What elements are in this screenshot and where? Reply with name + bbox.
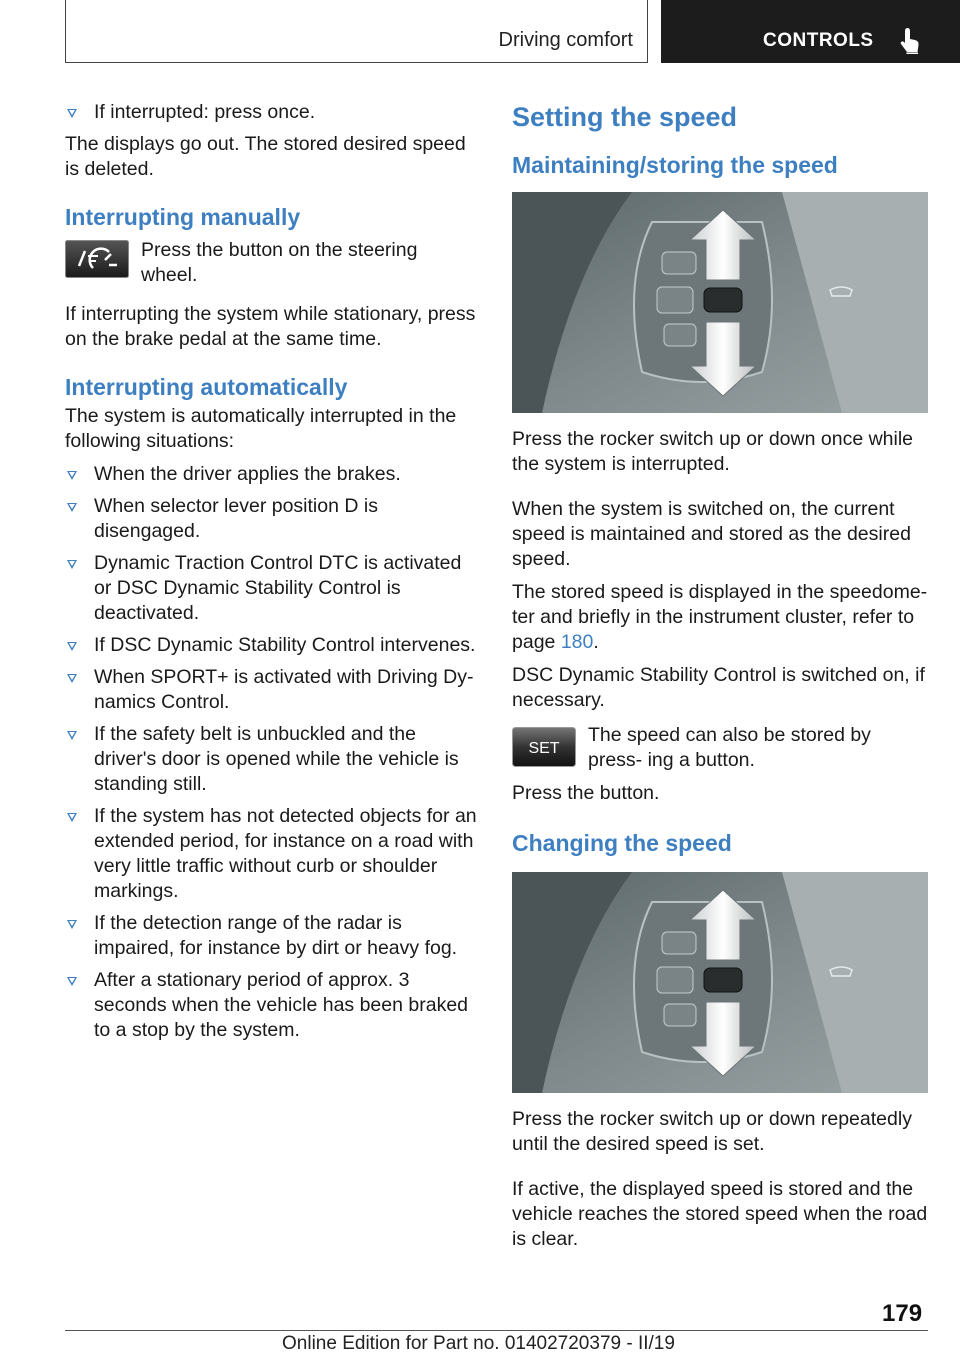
bullet-text: When selector lever position D is disengaged.: [94, 495, 378, 542]
set-button-icon: [512, 727, 576, 772]
bullet-text: If interrupted: press once.: [94, 101, 316, 123]
set-button-label: SET: [528, 740, 560, 757]
list-item: [65, 100, 478, 125]
heading-setting-the-speed: Setting the speed: [512, 102, 738, 132]
list-item: [65, 968, 478, 1043]
maintain-p4: DSC Dynamic Stability Control is switched on, if necessary.: [512, 664, 925, 711]
bullet-text: If the safety belt is unbuckled and the driver's door is opened while the vehicle is standing still.: [94, 723, 459, 795]
maintain-p3: [512, 580, 928, 655]
header-chapter-tab[interactable]: [661, 0, 960, 63]
list-item: [65, 633, 478, 658]
triangle-bullet-icon: [67, 109, 77, 118]
header-section-title: Driving comfort: [498, 29, 633, 51]
intro-text: The displays go out. The stored desired speed is deleted.: [65, 133, 466, 180]
triangle-bullet-icon: [67, 503, 77, 512]
left-column: [65, 100, 478, 1050]
press-button-text: Press the button.: [512, 782, 660, 804]
bullet-text: When SPORT+ is activated with Driving Dy‐ namics Control.: [94, 666, 474, 713]
steering-wheel-rocker-switch-image: [512, 872, 928, 1093]
maintain-p1: Press the rocker switch up or down once while the system is interrupted.: [512, 428, 914, 475]
right-column: [512, 100, 928, 1260]
auto-bullet-list: [65, 462, 478, 1043]
triangle-bullet-icon: [67, 731, 77, 740]
triangle-bullet-icon: [67, 674, 77, 683]
manual-text: If interrupting the system while stationary, press on the brake pedal at the same time.: [65, 303, 476, 350]
header-section-box: [65, 0, 648, 63]
heading-changing-the-speed: Changing the speed: [512, 830, 732, 856]
change-p1: Press the rocker switch up or down repeatedly until the desired speed is set.: [512, 1108, 912, 1155]
change-p2: If active, the displayed speed is stored and the vehicle reaches the stored speed when the road is clear.: [512, 1178, 928, 1250]
auto-intro-text: The system is automatically interrupted in the following situations:: [65, 405, 457, 452]
list-item: [65, 804, 478, 904]
list-item: [65, 462, 478, 487]
triangle-bullet-icon: [67, 471, 77, 480]
heading-interrupting-automatically: Interrupting automatically: [65, 374, 348, 400]
triangle-bullet-icon: [67, 920, 77, 929]
list-item: [65, 911, 478, 961]
list-item: [65, 551, 478, 626]
top-bullet-list: [65, 100, 478, 125]
bullet-text: After a stationary period of approx. 3 seconds when the vehicle has been braked to a stop by the system.: [94, 969, 469, 1041]
list-item: [65, 494, 478, 544]
bullet-text: If the system has not detected objects for an extended period, for instance on a road with very little traffic without curb or shoulder markings.: [94, 805, 477, 902]
triangle-bullet-icon: [67, 813, 77, 822]
maintain-p2: When the system is switched on, the current speed is maintained and stored as the desired speed.: [512, 498, 911, 570]
header-chapter-label: CONTROLS: [763, 30, 874, 51]
set-icon-row: [512, 723, 928, 773]
steering-wheel-rocker-switch-image: [512, 192, 928, 413]
maintain-p3-end: .: [593, 631, 599, 653]
bullet-text: When the driver applies the brakes.: [94, 463, 401, 485]
triangle-bullet-icon: [67, 560, 77, 569]
bullet-text: Dynamic Traction Control DTC is activated or DSC Dynamic Stability Control is deactivated.: [94, 552, 462, 624]
list-item: [65, 722, 478, 797]
footer-edition: Online Edition for Part no. 01402720379 - II/19: [282, 1333, 675, 1354]
heading-interrupting-manually: Interrupting manually: [65, 204, 301, 230]
manual-icon-row: [65, 238, 478, 288]
page-number: 179: [882, 1300, 923, 1327]
heading-maintaining-storing: Maintaining/storing the speed: [512, 152, 838, 178]
cruise-control-interrupt-icon: [65, 240, 129, 283]
set-text: The speed can also be stored by press‐ ing a button.: [588, 724, 871, 771]
maintain-p3-text: The stored speed is displayed in the speedome‐ ter and briefly in the instrument cluster, refer to page: [512, 581, 928, 653]
triangle-bullet-icon: [67, 977, 77, 986]
list-item: [65, 665, 478, 715]
bullet-text: If the detection range of the radar is impaired, for instance by dirt or heavy fog.: [94, 912, 458, 959]
bullet-text: If DSC Dynamic Stability Control intervenes.: [94, 634, 476, 656]
manual-icon-text: Press the button on the steering wheel.: [141, 239, 418, 286]
triangle-bullet-icon: [67, 642, 77, 651]
hand-pointer-icon: [899, 28, 921, 59]
footer-divider: [65, 1330, 928, 1331]
page-link[interactable]: 180: [560, 631, 594, 653]
